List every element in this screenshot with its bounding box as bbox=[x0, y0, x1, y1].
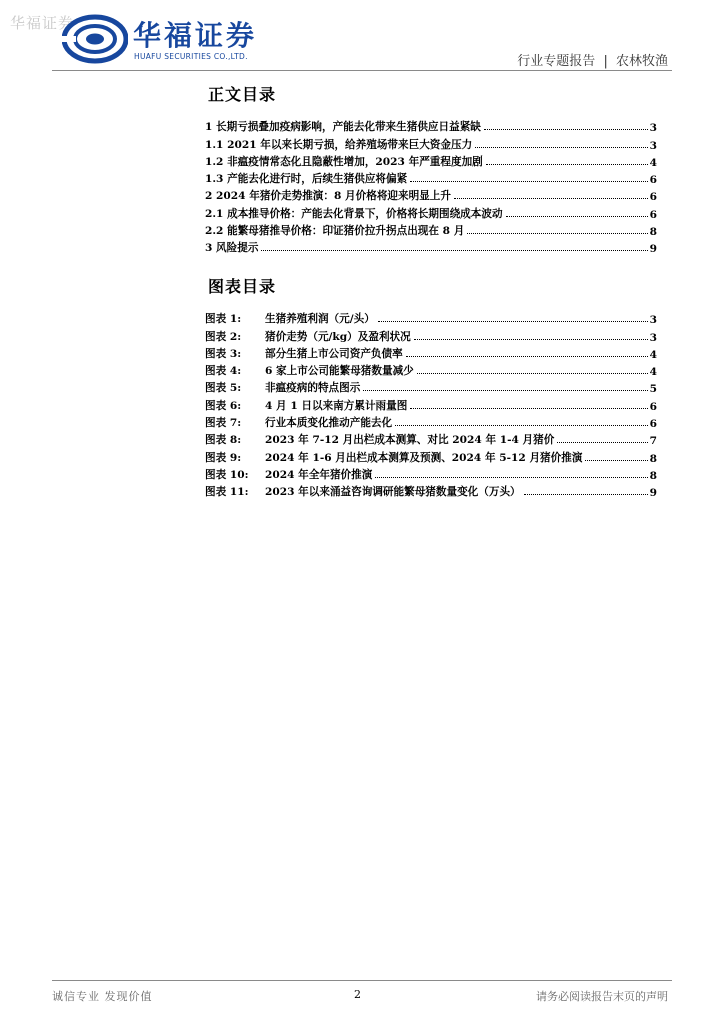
toc-entry-label: 2.2 能繁母猪推导价格：印证猪价拉升拐点出现在 8 月 bbox=[205, 225, 465, 238]
toc-entry[interactable] bbox=[205, 482, 657, 499]
toc-entry-label: 1.3 产能去化进行时，后续生猪供应将偏紧 bbox=[205, 173, 408, 186]
company-logo bbox=[62, 14, 272, 66]
footer-divider bbox=[52, 980, 672, 981]
toc-entry-label: 2024 年 1-6 月出栏成本测算及预测、2024 年 5-12 月猪价推演 bbox=[265, 451, 583, 464]
toc-entry-label: 1 长期亏损叠加疫病影响，产能去化带来生猪供应日益紧缺 bbox=[205, 121, 481, 134]
toc-entry-label: 行业本质变化推动产能去化 bbox=[265, 417, 393, 430]
toc-entry-page: 6 bbox=[649, 174, 657, 187]
toc-leader-dots bbox=[557, 442, 647, 443]
toc-main-list bbox=[205, 117, 657, 255]
toc-entry-page: 3 bbox=[649, 139, 657, 152]
toc-entry[interactable] bbox=[205, 152, 657, 169]
toc-entry-page: 8 bbox=[649, 452, 657, 465]
toc-leader-dots bbox=[261, 250, 647, 251]
toc-entry[interactable] bbox=[205, 326, 657, 343]
toc-entry-page: 7 bbox=[649, 435, 657, 448]
toc-entry[interactable] bbox=[205, 344, 657, 361]
toc-leader-dots bbox=[467, 233, 647, 234]
toc-leader-dots bbox=[378, 321, 648, 322]
toc-leader-dots bbox=[375, 477, 647, 478]
toc-entry[interactable] bbox=[205, 447, 657, 464]
toc-entry-page: 4 bbox=[649, 366, 657, 379]
report-header-tag bbox=[517, 50, 668, 69]
toc-entry-label: 2.1 成本推导价格：产能去化背景下，价格将长期围绕成本波动 bbox=[205, 207, 503, 220]
footer-disclaimer: 请务必阅读报告末页的声明 bbox=[536, 990, 668, 1003]
toc-entry-page: 6 bbox=[649, 400, 657, 413]
toc-entry-page: 9 bbox=[649, 243, 657, 256]
toc-entry-label: 2 2024 年猪价走势推演：8 月价格将迎来明显上升 bbox=[205, 190, 451, 203]
footer-slogan: 诚信专业 发现价值 bbox=[52, 990, 153, 1003]
toc-entry[interactable] bbox=[205, 465, 657, 482]
toc-entry-prefix: 图表 7: bbox=[205, 417, 242, 430]
toc-entry-label: 生猪养殖利润（元/头） bbox=[265, 313, 375, 326]
toc-entry-page: 3 bbox=[649, 314, 657, 327]
header-divider bbox=[52, 70, 672, 71]
toc-entry-page: 9 bbox=[649, 487, 657, 500]
toc-figures-title: 图表目录 bbox=[208, 277, 277, 296]
toc-entry-prefix: 图表 3: bbox=[205, 347, 242, 360]
toc-entry[interactable] bbox=[205, 309, 657, 326]
toc-entry-page: 3 bbox=[649, 331, 657, 344]
report-sector: 农林牧渔 bbox=[615, 54, 668, 69]
toc-leader-dots bbox=[414, 339, 648, 340]
toc-entry-label: 4 月 1 日以来南方累计雨量图 bbox=[265, 399, 408, 412]
toc-entry[interactable] bbox=[205, 361, 657, 378]
toc-entry-prefix: 图表 4: bbox=[205, 365, 242, 378]
toc-entry-page: 8 bbox=[649, 226, 657, 239]
toc-entry-prefix: 图表 11: bbox=[205, 486, 249, 499]
toc-entry-page: 6 bbox=[649, 418, 657, 431]
header-separator: | bbox=[603, 54, 608, 69]
report-type: 行业专题报告 bbox=[517, 54, 596, 69]
toc-entry-label: 2023 年 7-12 月出栏成本测算、对比 2024 年 1-4 月猪价 bbox=[265, 434, 555, 447]
toc-leader-dots bbox=[410, 181, 647, 182]
toc-leader-dots bbox=[475, 147, 647, 148]
toc-entry[interactable] bbox=[205, 430, 657, 447]
toc-entry-label: 6 家上市公司能繁母猪数量减少 bbox=[265, 365, 414, 378]
toc-leader-dots bbox=[417, 373, 648, 374]
toc-figures-list bbox=[205, 309, 657, 499]
toc-entry-page: 6 bbox=[649, 208, 657, 221]
toc-entry-label: 非瘟疫病的特点图示 bbox=[265, 382, 361, 395]
toc-entry[interactable] bbox=[205, 117, 657, 134]
toc-entry-page: 6 bbox=[649, 191, 657, 204]
logo-name-cn: 华福证券 bbox=[133, 19, 258, 52]
toc-leader-dots bbox=[406, 356, 648, 357]
toc-entry-label: 2023 年以来涌益咨询调研能繁母猪数量变化（万头） bbox=[265, 486, 521, 499]
toc-leader-dots bbox=[410, 408, 647, 409]
toc-entry-page: 4 bbox=[649, 156, 657, 169]
toc-entry-prefix: 图表 9: bbox=[205, 451, 242, 464]
toc-leader-dots bbox=[585, 460, 647, 461]
toc-entry-label: 猪价走势（元/kg）及盈利状况 bbox=[265, 330, 411, 343]
toc-entry-label: 1.1 2021 年以来长期亏损，给养殖场带来巨大资金压力 bbox=[205, 138, 473, 151]
toc-entry-label: 2024 年全年猪价推演 bbox=[265, 468, 373, 481]
toc-entry-page: 3 bbox=[649, 122, 657, 135]
toc-entry-prefix: 图表 5: bbox=[205, 382, 242, 395]
logo-emblem-icon bbox=[62, 14, 128, 64]
toc-entry[interactable] bbox=[205, 413, 657, 430]
toc-leader-dots bbox=[395, 425, 648, 426]
toc-entry-label: 部分生猪上市公司资产负债率 bbox=[265, 347, 403, 360]
toc-entry-label: 1.2 非瘟疫情常态化且隐蔽性增加，2023 年严重程度加剧 bbox=[205, 155, 483, 168]
toc-main-title: 正文目录 bbox=[208, 85, 277, 104]
toc-entry[interactable] bbox=[205, 395, 657, 412]
page-number: 2 bbox=[354, 988, 361, 1001]
toc-entry-label: 3 风险提示 bbox=[205, 242, 259, 255]
toc-entry-page: 5 bbox=[649, 383, 657, 396]
toc-entry[interactable] bbox=[205, 378, 657, 395]
toc-entry-page: 8 bbox=[649, 469, 657, 482]
toc-leader-dots bbox=[486, 164, 648, 165]
toc-entry[interactable] bbox=[205, 186, 657, 203]
toc-leader-dots bbox=[484, 129, 648, 130]
toc-entry[interactable] bbox=[205, 238, 657, 255]
toc-entry-prefix: 图表 8: bbox=[205, 434, 242, 447]
toc-entry-prefix: 图表 6: bbox=[205, 399, 242, 412]
toc-entry-prefix: 图表 1: bbox=[205, 313, 242, 326]
toc-leader-dots bbox=[363, 390, 647, 391]
toc-entry-page: 4 bbox=[649, 348, 657, 361]
toc-entry-prefix: 图表 2: bbox=[205, 330, 242, 343]
toc-leader-dots bbox=[506, 216, 648, 217]
toc-leader-dots bbox=[454, 198, 648, 199]
toc-entry-prefix: 图表 10: bbox=[205, 468, 249, 481]
logo-name-en: HUAFU SECURITIES CO.,LTD. bbox=[134, 52, 248, 61]
toc-entry[interactable] bbox=[205, 134, 657, 151]
toc-entry[interactable] bbox=[205, 169, 657, 186]
watermark: 华福证券 bbox=[10, 14, 75, 32]
toc-entry[interactable] bbox=[205, 221, 657, 238]
toc-leader-dots bbox=[524, 494, 648, 495]
toc-entry[interactable] bbox=[205, 203, 657, 220]
